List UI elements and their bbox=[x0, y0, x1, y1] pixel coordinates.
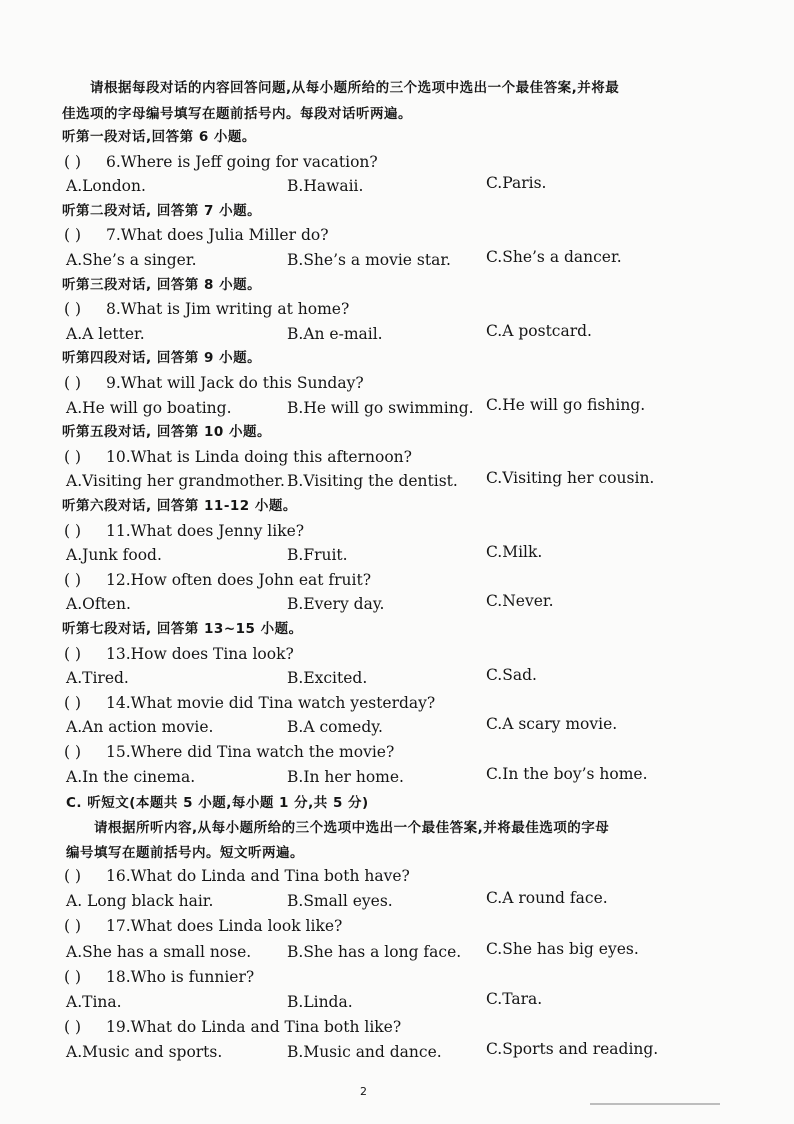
question-row bbox=[64, 644, 294, 664]
question-row bbox=[64, 916, 342, 936]
option-b: B.She’s a movie star. bbox=[287, 251, 451, 269]
question-text: 17.What does Linda look like? bbox=[106, 917, 343, 936]
question-text: 8.What is Jim writing at home? bbox=[106, 300, 350, 319]
option-a: A.In the cinema. bbox=[66, 767, 196, 786]
section-header: 听第三段对话, 回答第 8 小题。 bbox=[62, 276, 262, 293]
option-b: B.Music and dance. bbox=[287, 1043, 442, 1062]
question-row bbox=[64, 693, 435, 713]
option-b: B.He will go swimming. bbox=[287, 398, 474, 417]
option-c: C.She has big eyes. bbox=[486, 939, 639, 958]
scan-mark bbox=[590, 1103, 720, 1105]
question-row bbox=[64, 521, 304, 541]
intro-line-2: 佳选项的字母编号填写在题前括号内。每段对话听两遍。 bbox=[62, 106, 412, 122]
option-a: A.A letter. bbox=[66, 324, 145, 343]
option-b: B.A comedy. bbox=[287, 718, 383, 737]
option-b: B.Visiting the dentist. bbox=[287, 472, 458, 491]
option-b: B.Fruit. bbox=[287, 546, 348, 565]
section-header: 听第七段对话, 回答第 13~15 小题。 bbox=[62, 621, 303, 637]
option-b: B.An e-mail. bbox=[287, 324, 383, 343]
answer-blank[interactable]: ( ) bbox=[64, 570, 82, 589]
option-a: A.Tired. bbox=[66, 669, 129, 688]
option-a: A.London. bbox=[66, 177, 146, 196]
option-c: C.She’s a dancer. bbox=[486, 248, 622, 266]
answer-blank[interactable]: ( ) bbox=[64, 967, 82, 986]
section-header: 听第二段对话, 回答第 7 小题。 bbox=[62, 202, 262, 219]
answer-blank[interactable]: ( ) bbox=[64, 226, 82, 245]
question-text: 10.What is Linda doing this afternoon? bbox=[106, 447, 412, 466]
option-c: C.A scary movie. bbox=[486, 715, 618, 734]
question-row bbox=[64, 299, 349, 319]
section-header: 听第六段对话, 回答第 11-12 小题。 bbox=[62, 498, 297, 514]
question-text: 18.Who is funnier? bbox=[106, 967, 255, 986]
question-text: 6.Where is Jeff going for vacation? bbox=[106, 152, 378, 171]
question-row bbox=[64, 570, 371, 590]
answer-blank[interactable]: ( ) bbox=[64, 152, 82, 171]
question-row bbox=[64, 373, 364, 393]
question-text: 9.What will Jack do this Sunday? bbox=[106, 374, 364, 392]
option-c: C.He will go fishing. bbox=[486, 395, 646, 414]
section-c-instruction-1: 请根据所听内容,从每小题所给的三个选项中选出一个最佳答案,并将最佳选项的字母 bbox=[94, 820, 610, 836]
question-row bbox=[64, 742, 394, 762]
answer-blank[interactable]: ( ) bbox=[64, 743, 82, 761]
answer-blank[interactable]: ( ) bbox=[64, 300, 82, 319]
option-b: B.In her home. bbox=[287, 767, 404, 786]
option-b: B.Excited. bbox=[287, 669, 368, 688]
option-a: A.Music and sports. bbox=[66, 1043, 223, 1062]
option-c: C.Tara. bbox=[486, 990, 543, 1008]
question-row bbox=[64, 1017, 401, 1037]
section-header: 听第一段对话,回答第 6 小题。 bbox=[62, 129, 256, 145]
option-b: B.Hawaii. bbox=[287, 177, 364, 196]
section-header: 听第五段对话, 回答第 10 小题。 bbox=[62, 424, 272, 441]
option-a: A.He will go boating. bbox=[66, 398, 232, 417]
answer-blank[interactable]: ( ) bbox=[64, 644, 82, 663]
question-text: 11.What does Jenny like? bbox=[106, 521, 305, 540]
question-text: 12.How often does John eat fruit? bbox=[106, 570, 372, 589]
question-text: 7.What does Julia Miller do? bbox=[106, 226, 329, 245]
option-b: B.She has a long face. bbox=[287, 942, 462, 961]
page-number: 2 bbox=[360, 1085, 367, 1098]
option-c: C.In the boy’s home. bbox=[486, 764, 648, 783]
question-row bbox=[64, 152, 378, 172]
option-c: C.A postcard. bbox=[486, 321, 592, 340]
answer-blank[interactable]: ( ) bbox=[64, 917, 82, 936]
option-c: C.A round face. bbox=[486, 889, 608, 908]
option-c: C.Milk. bbox=[486, 543, 543, 562]
section-header: 听第四段对话, 回答第 9 小题。 bbox=[62, 350, 262, 367]
question-text: 13.How does Tina look? bbox=[106, 644, 294, 663]
question-text: 16.What do Linda and Tina both have? bbox=[106, 867, 410, 885]
question-row bbox=[64, 225, 329, 245]
option-c: C.Never. bbox=[486, 592, 554, 611]
option-a: A.Tina. bbox=[66, 993, 122, 1011]
question-row bbox=[64, 447, 412, 467]
answer-blank[interactable]: ( ) bbox=[64, 693, 82, 712]
answer-blank[interactable]: ( ) bbox=[64, 867, 82, 885]
option-c: C.Paris. bbox=[486, 174, 547, 193]
option-c: C.Sports and reading. bbox=[486, 1040, 659, 1059]
intro-line-1: 请根据每段对话的内容回答问题,从每小题所给的三个选项中选出一个最佳答案,并将最 bbox=[90, 80, 620, 96]
option-c: C.Visiting her cousin. bbox=[486, 469, 655, 488]
option-b: B.Small eyes. bbox=[287, 892, 393, 911]
option-a: A.An action movie. bbox=[66, 718, 214, 737]
question-row bbox=[64, 967, 254, 987]
option-a: A.Often. bbox=[66, 595, 131, 614]
answer-blank[interactable]: ( ) bbox=[64, 1018, 82, 1037]
option-a: A.Visiting her grandmother. bbox=[66, 472, 285, 491]
answer-blank[interactable]: ( ) bbox=[64, 521, 82, 540]
question-row bbox=[64, 866, 410, 886]
option-a: A.She’s a singer. bbox=[66, 251, 197, 269]
option-b: B.Every day. bbox=[287, 595, 385, 614]
option-a: A.She has a small nose. bbox=[66, 942, 252, 961]
question-text: 15.Where did Tina watch the movie? bbox=[106, 743, 395, 761]
option-a: A.Junk food. bbox=[66, 546, 162, 565]
option-a: A. Long black hair. bbox=[66, 892, 214, 911]
section-c-title: C. 听短文(本题共 5 小题,每小题 1 分,共 5 分) bbox=[66, 795, 369, 811]
section-c-instruction-2: 编号填写在题前括号内。短文听两遍。 bbox=[66, 845, 304, 861]
answer-blank[interactable]: ( ) bbox=[64, 447, 82, 466]
question-text: 19.What do Linda and Tina both like? bbox=[106, 1018, 402, 1037]
answer-blank[interactable]: ( ) bbox=[64, 374, 82, 392]
question-text: 14.What movie did Tina watch yesterday? bbox=[106, 693, 436, 712]
option-b: B.Linda. bbox=[287, 993, 353, 1011]
option-c: C.Sad. bbox=[486, 666, 537, 685]
